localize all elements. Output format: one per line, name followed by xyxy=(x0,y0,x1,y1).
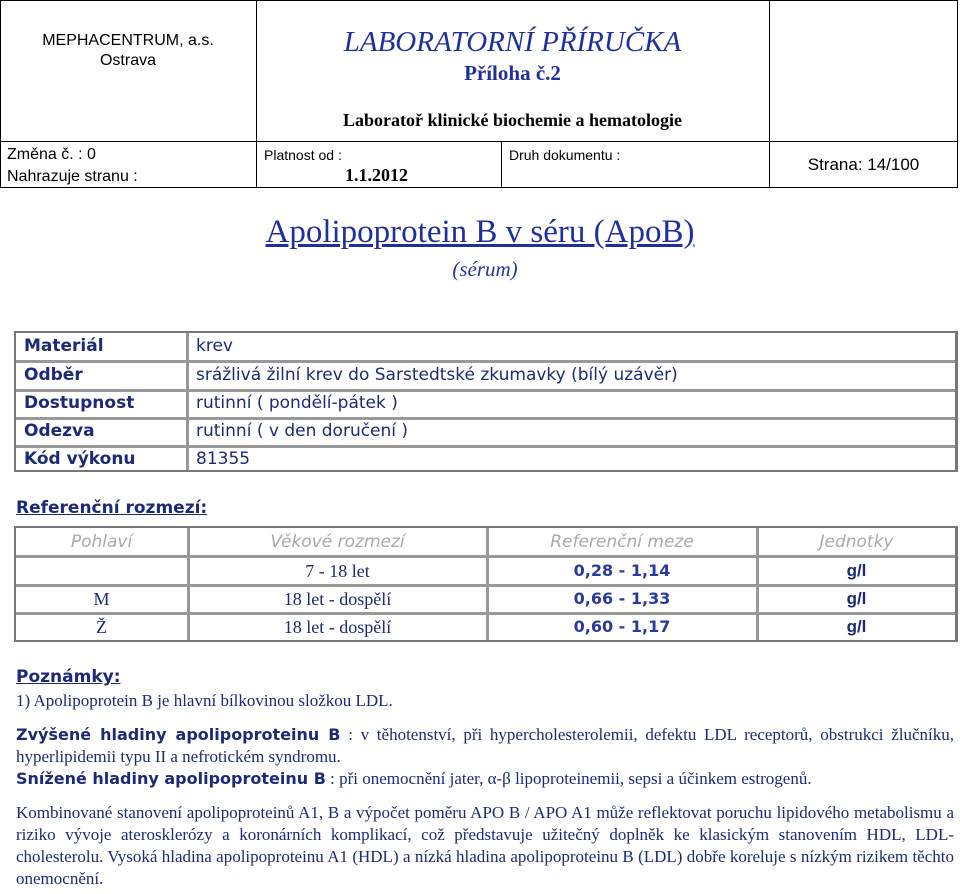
header-divider-row xyxy=(0,141,958,142)
appendix-label: Příloha č.2 xyxy=(464,61,561,85)
note-increased-text: : v těhotenství, při hypercholesterolemii, defektu LDL receptorů, obstrukci žlučníku, hyperlipidemii typu II a nefrotickém syndromu. xyxy=(16,725,954,766)
note-decreased xyxy=(16,768,954,790)
header-divider-col3 xyxy=(501,141,502,188)
reference-table xyxy=(14,526,958,642)
note-item-1: 1) Apolipoprotein B je hlavní bílkovinou složkou LDL. xyxy=(16,691,393,710)
document-header xyxy=(0,0,958,188)
note-combined: Kombinované stanovení apolipoproteinů A1, B a výpočet poměru APO B / APO A1 může reflektovat poruchu lipidového metabolismu a riziko vývoje aterosklerózy a koronárních komplikací, což představuje užitečný doplněk ke klasickým stanovením HDL, LDL-cholesterolu. Vysoká hladina apolipoproteinu A1 (HDL) a nízká hladina apolipoproteinu B (LDL) dobře koreluje s nízkým rizikem těchto onemocnění. xyxy=(16,803,954,888)
page-subtitle: (sérum) xyxy=(452,257,518,281)
ref-age: 18 let - dospělí xyxy=(283,617,392,637)
ref-range: 0,66 - 1,33 xyxy=(573,589,671,608)
info-row-code xyxy=(16,446,955,474)
info-row-collection xyxy=(16,362,955,390)
info-value: rutinní ( pondělí-pátek ) xyxy=(196,393,398,413)
col-header-unit: Jednotky xyxy=(819,532,894,552)
info-value: krev xyxy=(196,336,233,356)
ref-sex xyxy=(16,557,187,585)
ref-range: 0,60 - 1,17 xyxy=(573,617,671,636)
doc-type-label: Druh dokumentu : xyxy=(509,147,621,163)
header-border-left xyxy=(0,0,1,188)
info-label: Dostupnost xyxy=(24,393,135,413)
info-label: Odezva xyxy=(24,421,95,441)
col-header-age: Věkové rozmezí xyxy=(270,532,405,552)
ref-unit: g/l xyxy=(846,617,867,636)
note-decreased-text: : při onemocnění jater, α-β lipoproteinemii, sepsi a účinkem estrogenů. xyxy=(325,769,812,788)
header-border-top xyxy=(0,0,958,1)
info-label: Kód výkonu xyxy=(24,449,136,469)
department-name: Laboratoř klinické biochemie a hematologie xyxy=(343,110,682,130)
ref-header-row xyxy=(16,528,955,556)
info-value: rutinní ( v den doručení ) xyxy=(196,421,409,441)
table-row xyxy=(16,557,955,585)
doc-title: LABORATORNÍ PŘÍRUČKA xyxy=(343,26,682,58)
info-value: 81355 xyxy=(196,449,251,469)
table-row xyxy=(16,613,955,641)
valid-from-value: 1.1.2012 xyxy=(345,165,408,185)
info-label: Odběr xyxy=(24,365,83,385)
ref-age: 7 - 18 let xyxy=(305,561,370,581)
company-line1: MEPHACENTRUM, a.s. xyxy=(42,32,214,49)
info-table xyxy=(14,331,958,472)
note-increased xyxy=(16,724,954,768)
company-name xyxy=(0,31,256,71)
ref-unit: g/l xyxy=(846,589,867,608)
page-title: Apolipoprotein B v séru (ApoB) xyxy=(265,214,695,250)
ref-unit: g/l xyxy=(846,561,867,580)
company-line2: Ostrava xyxy=(99,52,156,69)
valid-from-label: Platnost od : xyxy=(264,147,342,163)
reference-heading: Referenční rozmezí: xyxy=(16,498,208,518)
table-row xyxy=(16,585,955,613)
notes-heading: Poznámky: xyxy=(16,667,121,687)
page-number: Strana: 14/100 xyxy=(807,155,920,174)
header-border-bottom xyxy=(0,187,958,188)
note-increased-title: Zvýšené hladiny apolipoproteinu B xyxy=(16,725,341,744)
ref-sex: M xyxy=(93,589,110,609)
ref-sex: Ž xyxy=(96,617,107,637)
info-row-availability xyxy=(16,390,955,418)
info-row-material xyxy=(16,333,955,361)
ref-range: 0,28 - 1,14 xyxy=(573,561,671,580)
replaces-label: Nahrazuje stranu : xyxy=(7,168,138,185)
col-header-range: Referenční meze xyxy=(550,532,694,552)
info-row-response xyxy=(16,418,955,446)
note-decreased-title: Snížené hladiny apolipoproteinu B xyxy=(16,769,326,788)
change-info xyxy=(7,144,138,188)
info-value: srážlivá žilní krev do Sarstedtské zkumavky (bílý uzávěr) xyxy=(196,365,678,385)
info-label: Materiál xyxy=(24,336,104,356)
col-header-sex: Pohlaví xyxy=(70,532,133,552)
ref-age: 18 let - dospělí xyxy=(283,589,392,609)
change-label: Změna č. : 0 xyxy=(7,146,96,163)
